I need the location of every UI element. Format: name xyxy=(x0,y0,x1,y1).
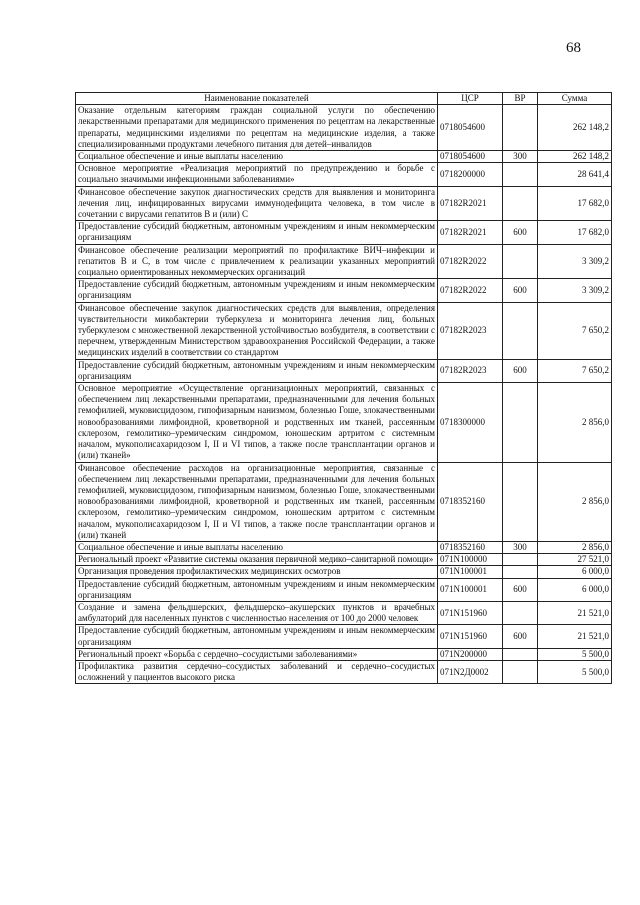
cell-name: Предоставление субсидий бюджетным, автономным учреждениям и иным некоммерческим организациям xyxy=(76,279,438,302)
header-sum: Сумма xyxy=(538,93,612,105)
cell-name: Предоставление субсидий бюджетным, автономным учреждениям и иным некоммерческим организациям xyxy=(76,359,438,382)
cell-vr xyxy=(503,648,538,660)
cell-vr: 300 xyxy=(503,541,538,553)
table-row xyxy=(76,163,612,186)
cell-vr: 300 xyxy=(503,151,538,163)
table-row xyxy=(76,244,612,279)
cell-csr: 0718054600 xyxy=(438,105,503,151)
cell-vr xyxy=(503,566,538,578)
cell-csr: 071N100001 xyxy=(438,566,503,578)
cell-sum: 2 856,0 xyxy=(538,383,612,462)
cell-name: Финансовое обеспечение закупок диагностических средств для выявления и мониторинга лечения лиц, инфицированных вирусами иммунодефицита человека, в том числе в сочетании с вирусами гепатитов В и (или) С xyxy=(76,186,438,221)
header-vr: ВР xyxy=(503,93,538,105)
cell-name: Создание и замена фельдшерских, фельдшерско–акушерских пунктов и врачебных амбулаторий для населенных пунктов с численностью населения от 100 до 2000 человек xyxy=(76,601,438,624)
cell-name: Социальное обеспечение и иные выплаты населению xyxy=(76,541,438,553)
cell-vr xyxy=(503,244,538,279)
table-row xyxy=(76,186,612,221)
table-row xyxy=(76,151,612,163)
table-row xyxy=(76,359,612,382)
cell-name: Предоставление субсидий бюджетным, автономным учреждениям и иным некоммерческим организациям xyxy=(76,221,438,244)
table-row xyxy=(76,660,612,683)
cell-vr xyxy=(503,660,538,683)
cell-csr: 07182R2023 xyxy=(438,359,503,382)
cell-vr: 600 xyxy=(503,279,538,302)
table-row xyxy=(76,578,612,601)
cell-sum: 2 856,0 xyxy=(538,462,612,541)
page-number: 68 xyxy=(566,40,581,56)
cell-csr: 0718054600 xyxy=(438,151,503,163)
cell-csr: 07182R2022 xyxy=(438,244,503,279)
header-csr: ЦСР xyxy=(438,93,503,105)
cell-vr: 600 xyxy=(503,359,538,382)
table-row xyxy=(76,625,612,648)
cell-vr xyxy=(503,105,538,151)
cell-sum: 2 856,0 xyxy=(538,541,612,553)
cell-sum: 3 309,2 xyxy=(538,279,612,302)
table-row xyxy=(76,601,612,624)
cell-vr xyxy=(503,163,538,186)
cell-vr: 600 xyxy=(503,625,538,648)
cell-vr xyxy=(503,554,538,566)
cell-vr xyxy=(503,462,538,541)
cell-sum: 7 650,2 xyxy=(538,359,612,382)
table-row xyxy=(76,566,612,578)
cell-vr xyxy=(503,383,538,462)
cell-name: Организация проведения профилактических медицинских осмотров xyxy=(76,566,438,578)
cell-csr: 07182R2022 xyxy=(438,279,503,302)
cell-name: Оказание отдельным категориям граждан социальной услуги по обеспечению лекарственными препаратами для медицинского применения по рецептам на лекарственные препараты, медицинскими изделиями по рецептам на медицинские изделия, а также специализированными продуктами лечебного питания для детей–инвалидов xyxy=(76,105,438,151)
cell-csr: 07182R2021 xyxy=(438,186,503,221)
cell-sum: 6 000,0 xyxy=(538,566,612,578)
budget-table xyxy=(75,92,612,684)
cell-csr: 07182R2021 xyxy=(438,221,503,244)
table-body xyxy=(76,105,612,684)
cell-sum: 5 500,0 xyxy=(538,648,612,660)
cell-name: Социальное обеспечение и иные выплаты населению xyxy=(76,151,438,163)
table-row xyxy=(76,221,612,244)
cell-csr: 071N151960 xyxy=(438,601,503,624)
cell-sum: 17 682,0 xyxy=(538,186,612,221)
table-row xyxy=(76,541,612,553)
cell-name: Предоставление субсидий бюджетным, автономным учреждениям и иным некоммерческим организациям xyxy=(76,578,438,601)
cell-sum: 7 650,2 xyxy=(538,302,612,359)
cell-vr xyxy=(503,601,538,624)
cell-sum: 27 521,0 xyxy=(538,554,612,566)
cell-sum: 5 500,0 xyxy=(538,660,612,683)
cell-sum: 21 521,0 xyxy=(538,601,612,624)
table-row xyxy=(76,648,612,660)
cell-csr: 0718300000 xyxy=(438,383,503,462)
cell-name: Профилактика развития сердечно–сосудистых заболеваний и сердечно–сосудистых осложнений у пациентов высокого риска xyxy=(76,660,438,683)
cell-csr: 071N2Д0002 xyxy=(438,660,503,683)
cell-sum: 21 521,0 xyxy=(538,625,612,648)
cell-csr: 0718200000 xyxy=(438,163,503,186)
cell-csr: 071N100000 xyxy=(438,554,503,566)
cell-name: Региональный проект «Развитие системы оказания первичной медико–санитарной помощи» xyxy=(76,554,438,566)
cell-csr: 07182R2023 xyxy=(438,302,503,359)
table-row xyxy=(76,383,612,462)
cell-vr: 600 xyxy=(503,221,538,244)
table-row xyxy=(76,279,612,302)
cell-csr: 0718352160 xyxy=(438,462,503,541)
cell-csr: 071N200000 xyxy=(438,648,503,660)
cell-csr: 071N100001 xyxy=(438,578,503,601)
table-row xyxy=(76,554,612,566)
cell-csr: 0718352160 xyxy=(438,541,503,553)
cell-sum: 3 309,2 xyxy=(538,244,612,279)
cell-vr xyxy=(503,186,538,221)
cell-name: Финансовое обеспечение реализации мероприятий по профилактике ВИЧ–инфекции и гепатитов В и С, в том числе с привлечением к реализации указанных мероприятий социально ориентированных некоммерческих организаций xyxy=(76,244,438,279)
table-row xyxy=(76,105,612,151)
table-row xyxy=(76,462,612,541)
cell-vr: 600 xyxy=(503,578,538,601)
cell-name: Финансовое обеспечение закупок диагностических средств для выявления, определения чувствительности микобактерии туберкулеза и мониторинга лечения лиц, больных туберкулезом с множественной лекарственной устойчивостью возбудителя, в соответствии с перечнем, утвержденным Министерством здравоохранения Российской Федерации, а также медицинских изделий в соответствии со стандартом xyxy=(76,302,438,359)
cell-vr xyxy=(503,302,538,359)
cell-sum: 6 000,0 xyxy=(538,578,612,601)
cell-name: Основное мероприятие «Осуществление организационных мероприятий, связанных с обеспечением лиц лекарственными препаратами, предназначенными для лечения больных гемофилией, муковисцидозом, гипофизарным нанизмом, болезнью Гоше, злокачественными новообразованиями лимфоидной, кроветворной и родственных им тканей, рассеянным склерозом, гемолитико–уремическим синдромом, юношеским артритом с системным началом, мукополисахаридозом I, II и VI типов, а также после трансплантации органов и (или) тканей» xyxy=(76,383,438,462)
table-header-row xyxy=(76,93,612,105)
cell-name: Основное мероприятие «Реализация мероприятий по предупреждению и борьбе с социально значимыми инфекционными заболеваниями» xyxy=(76,163,438,186)
cell-name: Региональный проект «Борьба с сердечно–сосудистыми заболеваниями» xyxy=(76,648,438,660)
cell-sum: 28 641,4 xyxy=(538,163,612,186)
header-name: Наименование показателей xyxy=(76,93,438,105)
cell-sum: 262 148,2 xyxy=(538,151,612,163)
cell-sum: 17 682,0 xyxy=(538,221,612,244)
cell-sum: 262 148,2 xyxy=(538,105,612,151)
cell-csr: 071N151960 xyxy=(438,625,503,648)
cell-name: Финансовое обеспечение расходов на организационные мероприятия, связанные с обеспечением лиц лекарственными препаратами, предназначенными для лечения больных гемофилией, муковисцидозом, гипофизарным нанизмом, болезнью Гоше, злокачественными новообразованиями лимфоидной, кроветворной и родственных им тканей, рассеянным склерозом, гемолитико–уремическим синдромом, юношеским артритом с системным началом, мукополисахаридозом I, II и VI типов, а также после трансплантации органов и (или) тканей xyxy=(76,462,438,541)
table-row xyxy=(76,302,612,359)
cell-name: Предоставление субсидий бюджетным, автономным учреждениям и иным некоммерческим организациям xyxy=(76,625,438,648)
